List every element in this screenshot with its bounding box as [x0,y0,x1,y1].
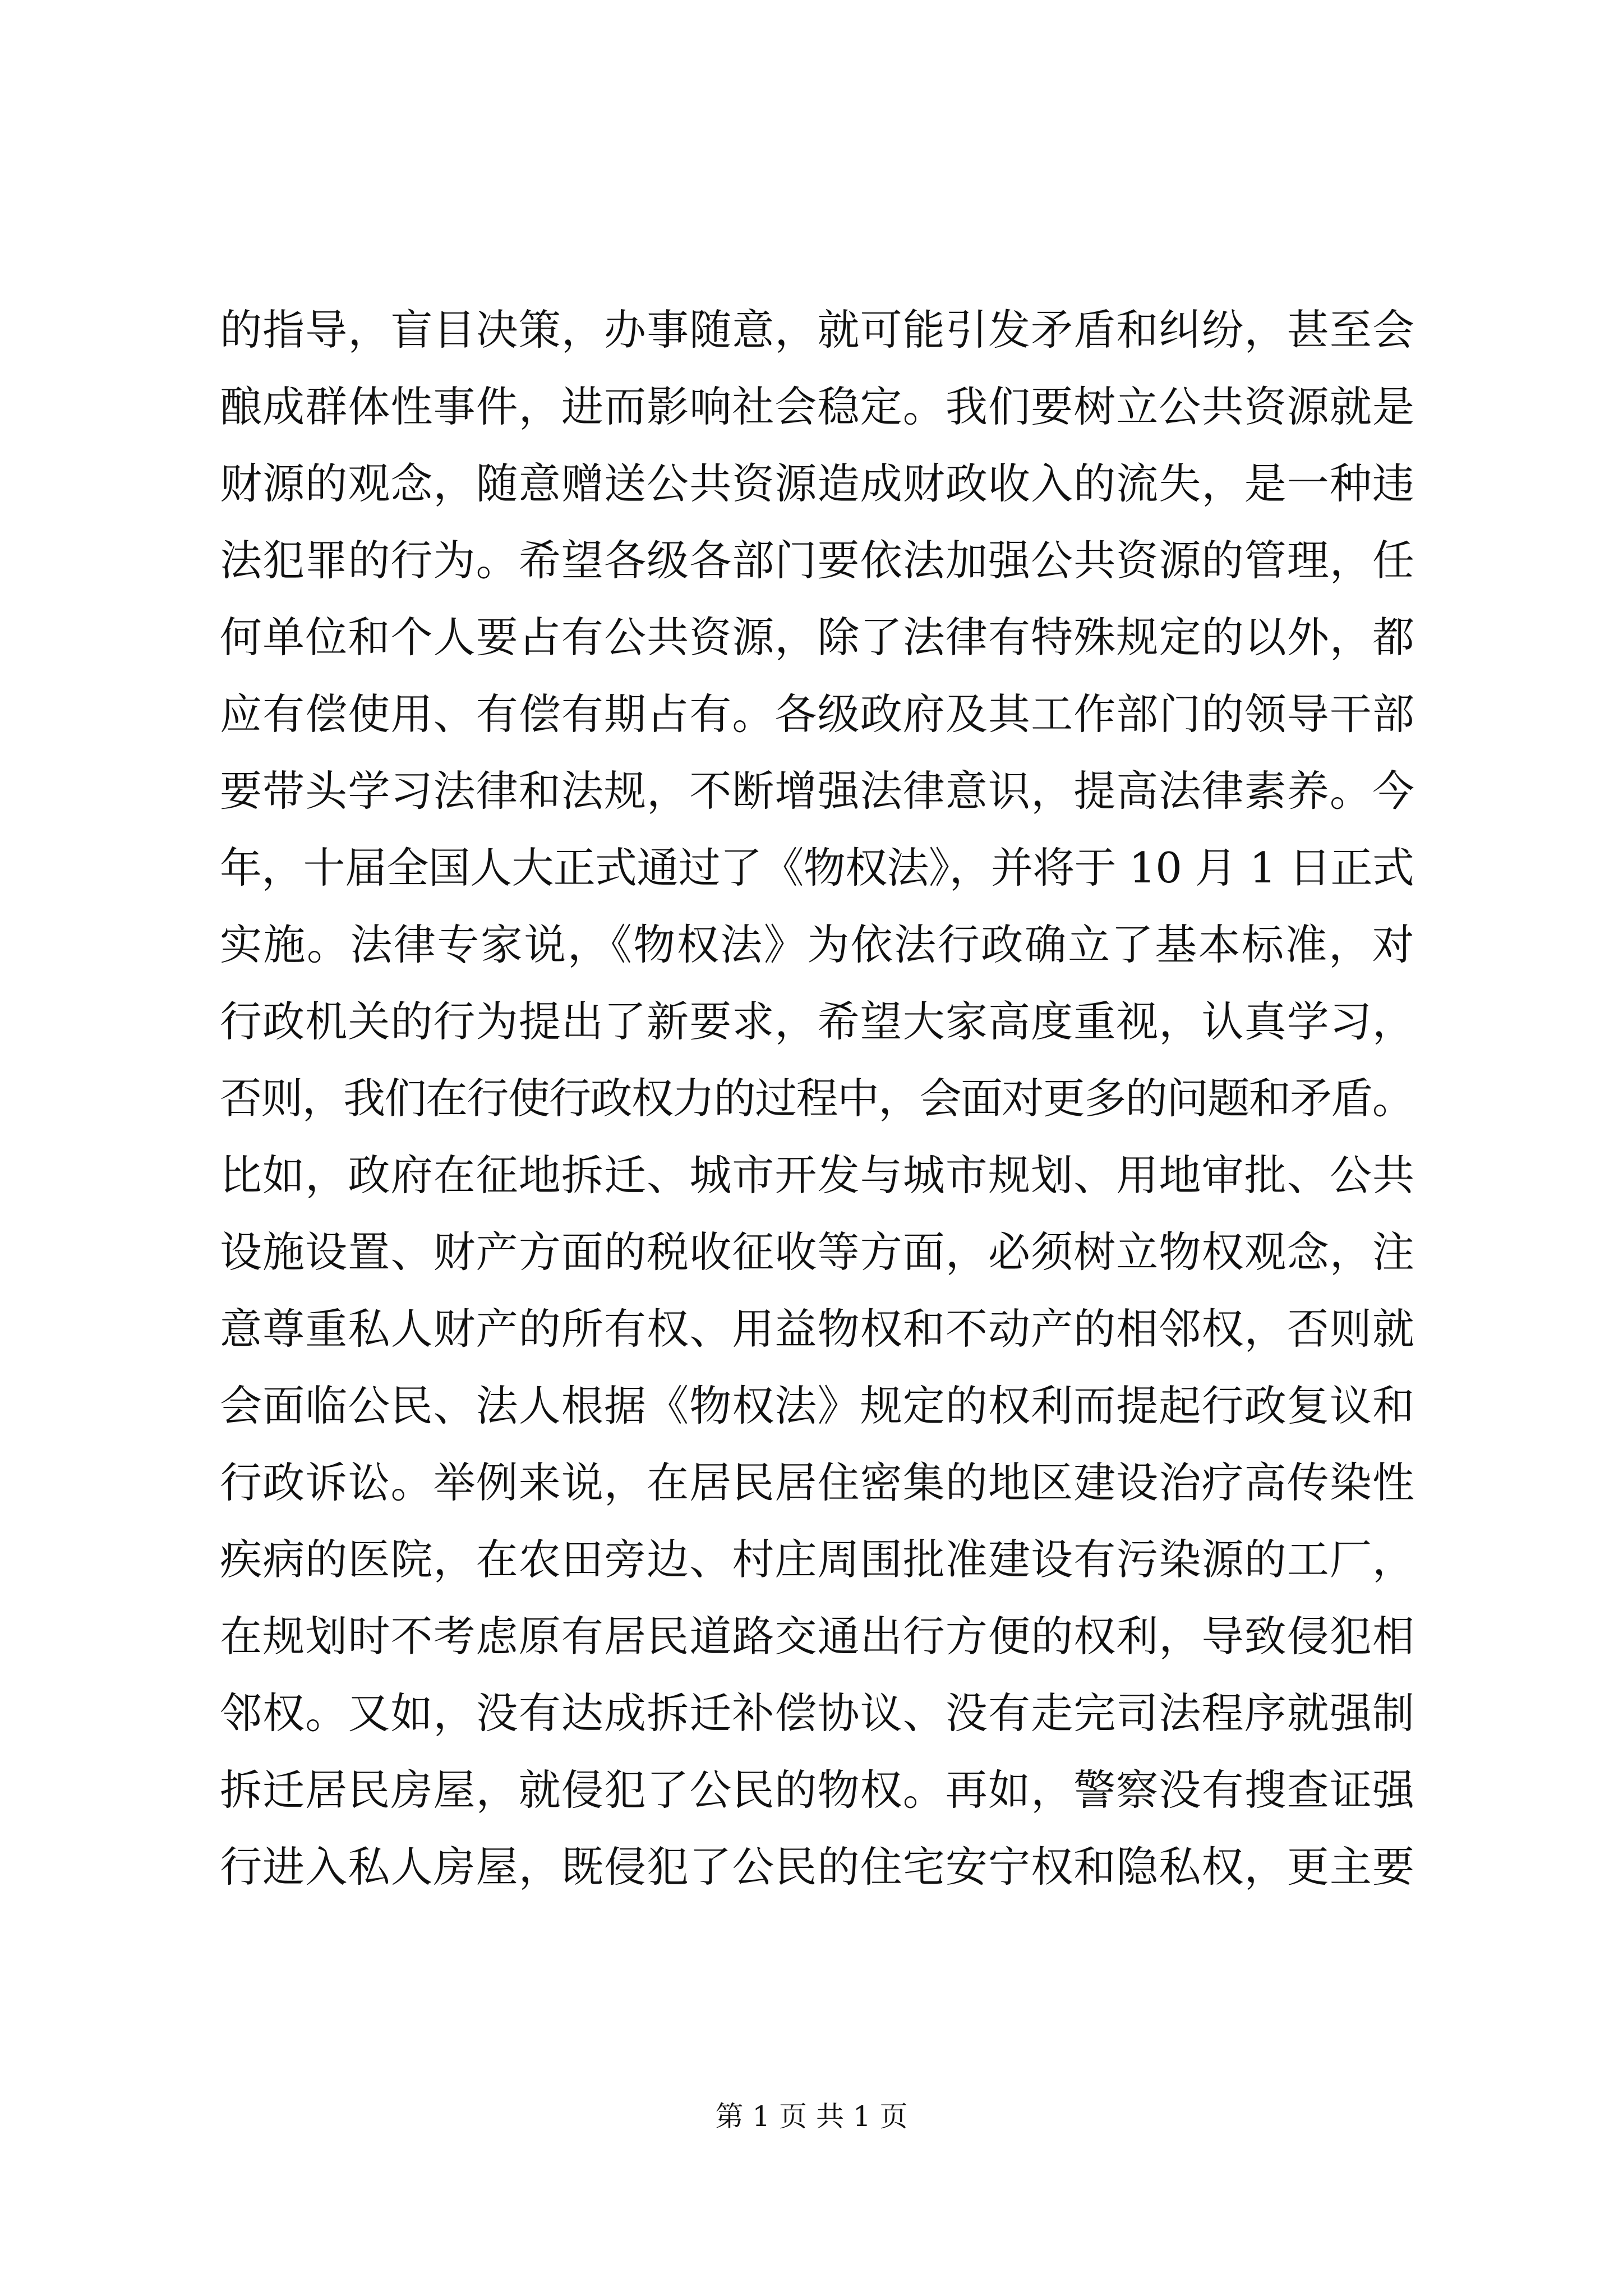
text-line: 邻权。又如，没有达成拆迁补偿协议、没有走完司法程序就强制 [220,1688,1415,1738]
text-line: 疾病的医院，在农田旁边、村庄周围批准建设有污染源的工厂， [220,1535,1415,1584]
text-line: 否则，我们在行使行政权力的过程中，会面对更多的问题和矛盾。 [220,1074,1414,1123]
text-line: 行进入私人房屋，既侵犯了公民的住宅安宁权和隐私权，更主要 [220,1842,1415,1892]
body-text [220,292,1414,1906]
text-line: 法犯罪的行为。希望各级各部门要依法加强公共资源的管理，任 [220,536,1415,585]
text-line: 实施。法律专家说，《物权法》为依法行政确立了基本标准，对 [220,920,1415,969]
page-footer [0,2097,1623,2136]
text-line: 行政诉讼。举例来说，在居民居住密集的地区建设治疗高传染性 [220,1458,1415,1507]
text-line: 要带头学习法律和法规，不断增强法律意识，提高法律素养。今 [220,766,1415,816]
text-line: 酿成群体性事件，进而影响社会稳定。我们要树立公共资源就是 [220,382,1415,431]
text-line: 会面临公民、法人根据《物权法》规定的权利而提起行政复议和 [220,1381,1415,1430]
text-line: 拆迁居民房屋，就侵犯了公民的物权。再如，警察没有搜查证强 [220,1765,1415,1815]
text-line: 年，十届全国人大正式通过了《物权法》，并将于 10 月 1 日正式 [220,843,1414,892]
text-line: 比如，政府在征地拆迁、城市开发与城市规划、用地审批、公共 [220,1151,1415,1200]
text-line: 行政机关的行为提出了新要求，希望大家高度重视，认真学习， [220,997,1415,1046]
text-line: 的指导，盲目决策，办事随意，就可能引发矛盾和纠纷，甚至会 [220,305,1415,355]
text-line: 在规划时不考虑原有居民道路交通出行方便的权利，导致侵犯相 [220,1612,1415,1661]
text-line: 应有偿使用、有偿有期占有。各级政府及其工作部门的领导干部 [220,689,1415,739]
text-line: 财源的观念，随意赠送公共资源造成财政收入的流失，是一种违 [220,459,1415,508]
text-line: 何单位和个人要占有公共资源，除了法律有特殊规定的以外，都 [220,613,1415,662]
page-number: 第 1 页 共 1 页 [715,2100,908,2133]
text-line: 意尊重私人财产的所有权、用益物权和不动产的相邻权，否则就 [220,1304,1415,1354]
text-line: 设施设置、财产方面的税收征收等方面，必须树立物权观念，注 [220,1227,1415,1277]
